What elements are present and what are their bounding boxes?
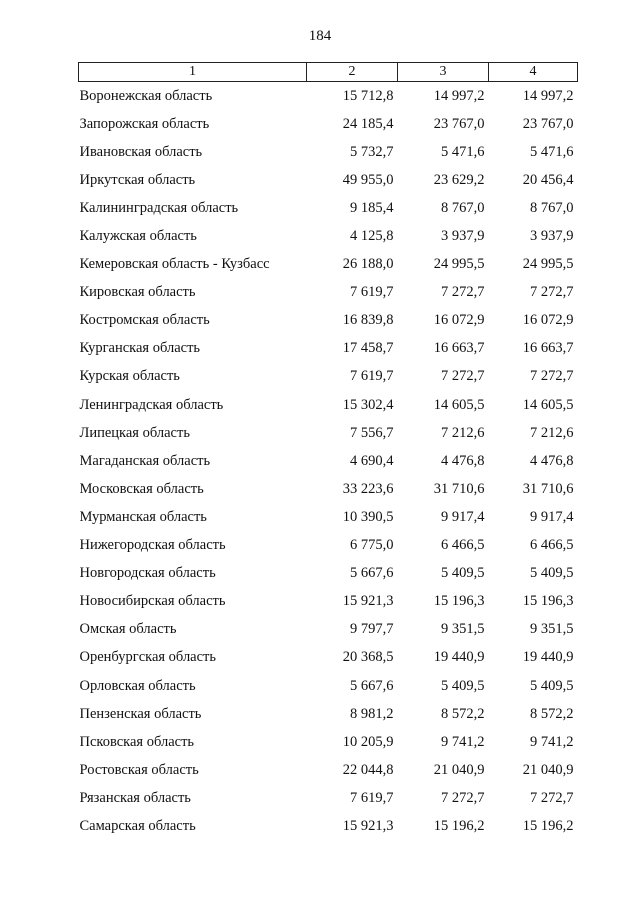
value-cell-col2: 10 390,5 (342, 508, 394, 525)
data-table (78, 62, 578, 841)
region-name-cell: Калининградская область (79, 199, 239, 216)
value-cell-col2: 8 981,2 (350, 705, 394, 722)
value-cell-col2: 10 205,9 (342, 733, 394, 750)
region-name-cell: Омская область (79, 621, 177, 638)
value-cell-col2: 5 667,6 (350, 677, 394, 694)
table-header (79, 63, 578, 82)
value-cell-col4: 20 456,4 (522, 171, 574, 188)
value-cell-col4: 15 196,2 (522, 817, 574, 834)
value-cell-col4: 15 196,3 (522, 593, 574, 610)
region-name-cell: Оренбургская область (79, 649, 217, 666)
value-cell-col2: 15 712,8 (342, 87, 394, 104)
value-cell-col2: 49 955,0 (342, 171, 394, 188)
value-cell-col3: 23 767,0 (433, 115, 485, 132)
table-row (79, 419, 578, 447)
region-name-cell: Псковская область (79, 733, 195, 750)
region-name-cell: Воронежская область (79, 87, 213, 104)
value-cell-col3: 9 741,2 (441, 733, 485, 750)
value-cell-col2: 7 619,7 (350, 789, 394, 806)
value-cell-col2: 33 223,6 (342, 480, 394, 497)
value-cell-col3: 5 409,5 (441, 565, 485, 582)
table-body (79, 82, 578, 841)
region-name-cell: Орловская область (79, 677, 196, 694)
value-cell-col2: 9 797,7 (350, 621, 394, 638)
value-cell-col4: 23 767,0 (522, 115, 574, 132)
value-cell-col4: 31 710,6 (522, 480, 574, 497)
table-row (79, 812, 578, 840)
table-row (79, 616, 578, 644)
region-name-cell: Кемеровская область - Кузбасс (79, 256, 270, 273)
value-cell-col4: 7 212,6 (530, 424, 574, 441)
region-name-cell: Московская область (79, 480, 204, 497)
value-cell-col2: 22 044,8 (342, 761, 394, 778)
value-cell-col4: 6 466,5 (530, 537, 574, 554)
value-cell-col3: 7 212,6 (441, 424, 485, 441)
value-cell-col2: 15 921,3 (342, 817, 394, 834)
value-cell-col4: 7 272,7 (530, 284, 574, 301)
value-cell-col3: 7 272,7 (441, 284, 485, 301)
value-cell-col3: 16 072,9 (433, 312, 485, 329)
value-cell-col2: 7 556,7 (350, 424, 394, 441)
region-name-cell: Иркутская область (79, 171, 196, 188)
header-row (79, 63, 578, 82)
value-cell-col4: 24 995,5 (522, 256, 574, 273)
value-cell-col4: 9 741,2 (530, 733, 574, 750)
region-name-cell: Курганская область (79, 340, 201, 357)
table-row (79, 194, 578, 222)
value-cell-col2: 5 667,6 (350, 565, 394, 582)
table-row (79, 279, 578, 307)
table-row (79, 363, 578, 391)
value-cell-col4: 14 997,2 (522, 87, 574, 104)
value-cell-col2: 16 839,8 (342, 312, 394, 329)
region-name-cell: Костромская область (79, 312, 210, 329)
value-cell-col3: 15 196,2 (433, 817, 485, 834)
value-cell-col2: 5 732,7 (350, 143, 394, 160)
table-row (79, 644, 578, 672)
value-cell-col4: 9 351,5 (530, 621, 574, 638)
value-cell-col4: 5 471,6 (530, 143, 574, 160)
region-name-cell: Рязанская область (79, 789, 191, 806)
value-cell-col3: 9 917,4 (441, 508, 485, 525)
table-row (79, 251, 578, 279)
value-cell-col3: 5 471,6 (441, 143, 485, 160)
value-cell-col2: 15 302,4 (342, 396, 394, 413)
region-name-cell: Ивановская область (79, 143, 203, 160)
value-cell-col3: 7 272,7 (441, 368, 485, 385)
table-row (79, 82, 578, 111)
table-row (79, 560, 578, 588)
region-name-cell: Калужская область (79, 228, 197, 245)
value-cell-col2: 7 619,7 (350, 368, 394, 385)
value-cell-col3: 8 767,0 (441, 199, 485, 216)
value-cell-col2: 17 458,7 (342, 340, 394, 357)
value-cell-col4: 5 409,5 (530, 677, 574, 694)
value-cell-col3: 19 440,9 (433, 649, 485, 666)
region-name-cell: Магаданская область (79, 452, 211, 469)
value-cell-col3: 14 605,5 (433, 396, 485, 413)
value-cell-col3: 31 710,6 (433, 480, 485, 497)
region-name-cell: Ростовская область (79, 761, 199, 778)
table-row (79, 672, 578, 700)
table-row (79, 222, 578, 250)
table-row (79, 110, 578, 138)
value-cell-col4: 16 072,9 (522, 312, 574, 329)
page-number: 184 (308, 28, 332, 44)
value-cell-col2: 4 125,8 (350, 228, 394, 245)
value-cell-col3: 15 196,3 (433, 593, 485, 610)
region-name-cell: Новгородская область (79, 565, 216, 582)
region-name-cell: Ленинградская область (79, 396, 224, 413)
value-cell-col3: 16 663,7 (433, 340, 485, 357)
table-row (79, 532, 578, 560)
value-cell-col2: 6 775,0 (350, 537, 394, 554)
value-cell-col2: 26 188,0 (342, 256, 394, 273)
region-name-cell: Пензенская область (79, 705, 202, 722)
value-cell-col4: 5 409,5 (530, 565, 574, 582)
value-cell-col2: 4 690,4 (350, 452, 394, 469)
table-row (79, 138, 578, 166)
value-cell-col4: 14 605,5 (522, 396, 574, 413)
value-cell-col4: 4 476,8 (530, 452, 574, 469)
value-cell-col3: 3 937,9 (441, 228, 485, 245)
value-cell-col4: 3 937,9 (530, 228, 574, 245)
region-name-cell: Курская область (79, 368, 180, 385)
value-cell-col3: 6 466,5 (441, 537, 485, 554)
table-row (79, 447, 578, 475)
value-cell-col4: 8 572,2 (530, 705, 574, 722)
table-row (79, 166, 578, 194)
column-header-4: 4 (489, 63, 578, 82)
region-name-cell: Липецкая область (79, 424, 190, 441)
value-cell-col3: 23 629,2 (433, 171, 485, 188)
value-cell-col3: 24 995,5 (433, 256, 485, 273)
value-cell-col2: 20 368,5 (342, 649, 394, 666)
table-row (79, 588, 578, 616)
table-row (79, 784, 578, 812)
region-name-cell: Новосибирская область (79, 593, 226, 610)
table-row (79, 700, 578, 728)
table-row (79, 335, 578, 363)
region-name-cell: Самарская область (79, 817, 196, 834)
table-row (79, 756, 578, 784)
table-row (79, 503, 578, 531)
value-cell-col2: 15 921,3 (342, 593, 394, 610)
value-cell-col4: 9 917,4 (530, 508, 574, 525)
value-cell-col3: 21 040,9 (433, 761, 485, 778)
region-name-cell: Запорожская область (79, 115, 210, 132)
value-cell-col2: 24 185,4 (342, 115, 394, 132)
value-cell-col4: 19 440,9 (522, 649, 574, 666)
column-header-1: 1 (79, 63, 307, 82)
table-row (79, 475, 578, 503)
table-row (79, 391, 578, 419)
region-name-cell: Нижегородская область (79, 537, 226, 554)
value-cell-col3: 4 476,8 (441, 452, 485, 469)
value-cell-col3: 9 351,5 (441, 621, 485, 638)
value-cell-col4: 8 767,0 (530, 199, 574, 216)
value-cell-col2: 9 185,4 (350, 199, 394, 216)
value-cell-col4: 16 663,7 (522, 340, 574, 357)
value-cell-col4: 7 272,7 (530, 368, 574, 385)
region-name-cell: Мурманская область (79, 508, 207, 525)
value-cell-col3: 14 997,2 (433, 87, 485, 104)
table-row (79, 307, 578, 335)
column-header-3: 3 (398, 63, 489, 82)
value-cell-col3: 5 409,5 (441, 677, 485, 694)
column-header-2: 2 (307, 63, 398, 82)
region-name-cell: Кировская область (79, 284, 196, 301)
value-cell-col3: 8 572,2 (441, 705, 485, 722)
value-cell-col2: 7 619,7 (350, 284, 394, 301)
value-cell-col3: 7 272,7 (441, 789, 485, 806)
table-row (79, 728, 578, 756)
value-cell-col4: 21 040,9 (522, 761, 574, 778)
value-cell-col4: 7 272,7 (530, 789, 574, 806)
